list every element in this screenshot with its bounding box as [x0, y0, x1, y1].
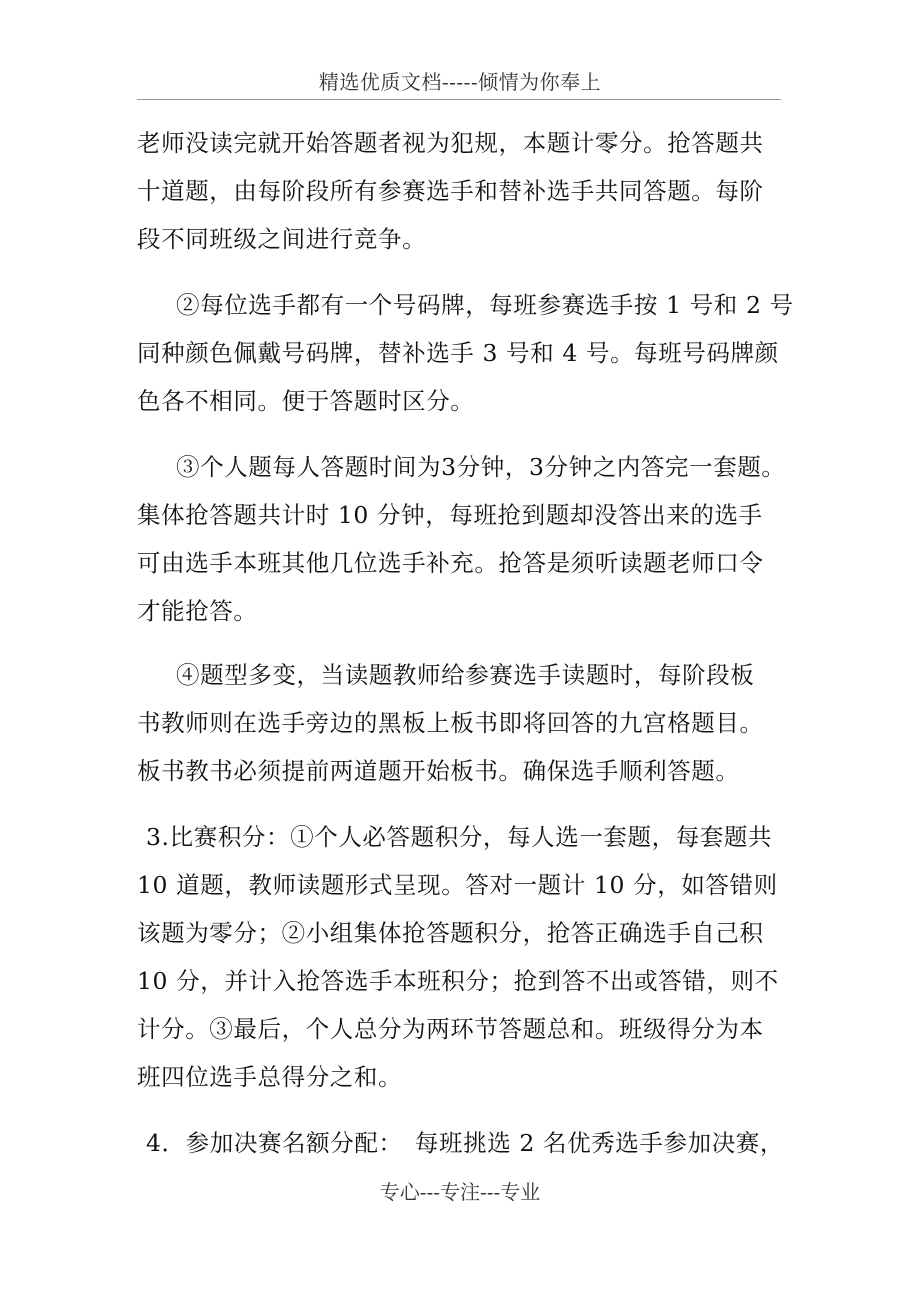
- text-line: 同种颜色佩戴号码牌，替补选手 3 号和 4 号。每班号码牌颜: [137, 339, 779, 367]
- text-line: 老师没读完就开始答题者视为犯规，本题计零分。抢答题共: [137, 129, 764, 157]
- text-line: 4．参加决赛名额分配： 每班挑选 2 名优秀选手参加决赛，: [146, 1129, 784, 1157]
- text-line: ③个人题每人答题时间为3分钟，3分钟之内答完一套题。: [176, 453, 786, 481]
- text-line: 班四位选手总得分之和。: [137, 1063, 403, 1091]
- text-line: 色各不相同。便于答题时区分。: [137, 387, 475, 415]
- text-line: 板书教书必须提前两道题开始板书。确保选手顺利答题。: [137, 757, 740, 785]
- text-line: 可由选手本班其他几位选手补充。抢答是须听读题老师口令: [137, 549, 764, 577]
- text-line: 计分。③最后，个人总分为两环节答题总和。班级得分为本: [137, 1015, 764, 1043]
- text-line: 才能抢答。: [137, 597, 258, 625]
- page-footer: 专心---专注---专业: [379, 1180, 541, 1204]
- page-header: 精选优质文档-----倾情为你奉上: [318, 70, 602, 94]
- text-line: 10 分，并计入抢答选手本班积分；抢到答不出或答错，则不: [137, 967, 779, 995]
- text-line: 十道题，由每阶段所有参赛选手和替补选手共同答题。每阶: [137, 177, 764, 205]
- text-line: 该题为零分；②小组集体抢答题积分，抢答正确选手自己积: [137, 919, 764, 947]
- header-divider: [137, 99, 781, 100]
- text-line: ②每位选手都有一个号码牌，每班参赛选手按 1 号和 2 号: [176, 291, 794, 319]
- text-line: 段不同班级之间进行竞争。: [137, 225, 427, 253]
- text-line: 3.比赛积分：①个人必答题积分，每人选一套题，每套题共: [146, 823, 773, 851]
- text-line: ④题型多变，当读题教师给参赛选手读题时，每阶段板: [176, 661, 755, 689]
- text-line: 书教师则在选手旁边的黑板上板书即将回答的九宫格题目。: [137, 709, 764, 737]
- text-line: 10 道题，教师读题形式呈现。答对一题计 10 分，如答错则: [137, 871, 778, 899]
- text-line: 集体抢答题共计时 10 分钟，每班抢到题却没答出来的选手: [137, 501, 763, 529]
